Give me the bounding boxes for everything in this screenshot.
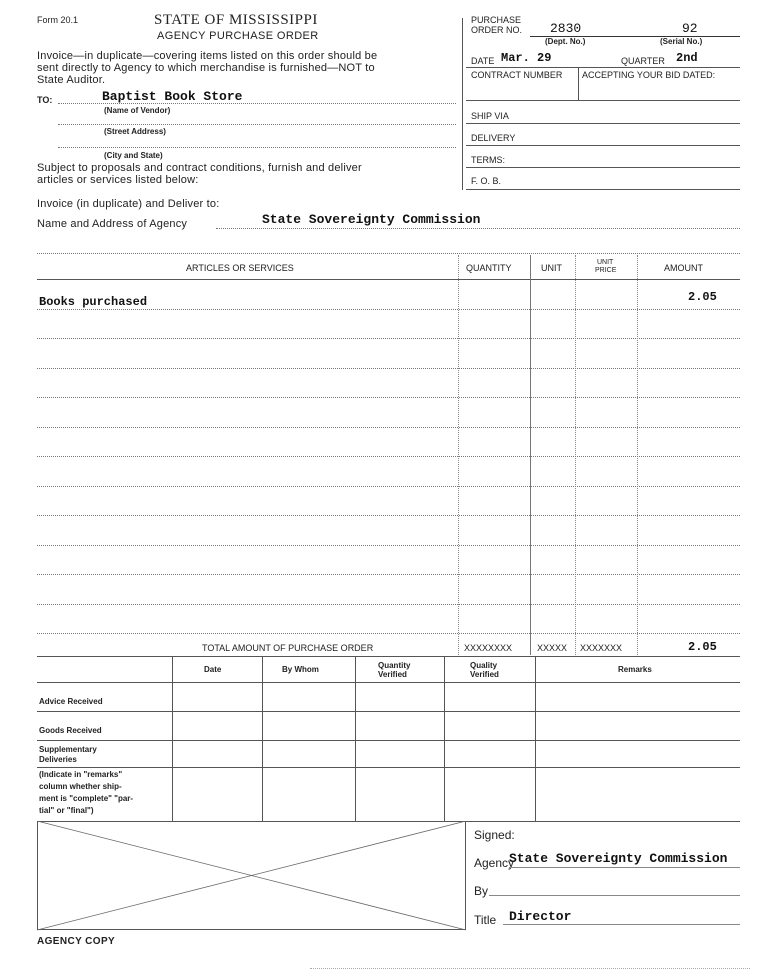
quarter-label: QUARTER [621,56,665,66]
recv-quality-verified-2: Verified [470,670,499,679]
vendor-name-caption: (Name of Vendor) [104,106,171,115]
deliver-agency-name: State Sovereignty Commission [262,212,481,227]
total-x-quantity: XXXXXXXX [464,643,513,653]
recv-quantity-verified-2: Verified [378,670,407,679]
total-x-price: XXXXXXX [580,643,623,653]
form-subtitle: AGENCY PURCHASE ORDER [157,30,319,42]
agency-label: Agency [474,856,515,870]
to-label: TO: [37,95,53,105]
dept-caption: (Dept. No.) [545,37,586,46]
dept-number: 2830 [550,21,582,36]
col-unit-price-header-2: PRICE [595,267,617,274]
contract-number-label: CONTRACT NUMBER [471,70,563,80]
quarter-value: 2nd [676,51,698,65]
instructions-line-3: State Auditor. [37,74,106,86]
date-value: Mar. 29 [501,51,552,65]
by-label: By [474,884,489,898]
subject-line-2: articles or services listed below: [37,174,199,186]
agency-copy-label: AGENCY COPY [37,936,116,947]
form-number: Form 20.1 [37,15,79,25]
indicate-note-2: column whether ship- [39,782,122,791]
recv-quantity-verified-1: Quantity [378,661,411,670]
item-amount: 2.05 [688,290,717,304]
indicate-note-3: ment is "complete" "par- [39,794,134,803]
recv-quality-verified-1: Quality [470,661,498,670]
supplementary-label-2: Deliveries [39,755,77,764]
total-x-unit: XXXXX [537,643,568,653]
indicate-note-4: tial" or "final") [39,806,94,815]
supplementary-label-1: Supplementary [39,745,97,754]
accepting-bid-label: ACCEPTING YOUR BID DATED: [582,70,716,80]
invoice-deliver-label: Invoice (in duplicate) and Deliver to: [37,198,220,210]
item-description: Books purchased [39,295,148,309]
form-title: STATE OF MISSISSIPPI [154,12,318,28]
total-amount: 2.05 [688,640,717,654]
col-amount-header: AMOUNT [664,263,703,273]
indicate-note-1: (Indicate in "remarks" [39,770,123,779]
title-value: Director [509,909,572,924]
col-articles-header: ARTICLES OR SERVICES [186,263,294,273]
goods-received-label: Goods Received [39,726,102,735]
crossed-out-box [37,821,467,931]
serial-number: 92 [682,21,698,36]
recv-by-whom-header: By Whom [282,665,319,674]
serial-caption: (Serial No.) [660,37,703,46]
vendor-name: Baptist Book Store [102,89,243,104]
street-address-caption: (Street Address) [104,127,166,136]
date-label: DATE [471,56,495,66]
instructions-line-2: sent directly to Agency to which merchandise is furnished—NOT to [37,62,375,74]
fob-label: F. O. B. [471,176,502,186]
advice-received-label: Advice Received [39,697,103,706]
purchase-order-label-1: PURCHASE [471,15,522,25]
signed-agency-name: State Sovereignty Commission [509,851,728,866]
signed-label: Signed: [474,828,515,842]
subject-line-1: Subject to proposals and contract conditions, furnish and deliver [37,162,362,174]
delivery-label: DELIVERY [471,133,516,143]
agency-address-label: Name and Address of Agency [37,218,188,230]
city-state-caption: (City and State) [104,151,163,160]
instructions-line-1: Invoice—in duplicate—covering items listed on this order should be [37,50,378,62]
col-quantity-header: QUANTITY [466,263,512,273]
recv-date-header: Date [204,665,222,674]
recv-remarks-header: Remarks [618,665,652,674]
terms-label: TERMS: [471,155,506,165]
title-label: Title [474,913,497,927]
total-label: TOTAL AMOUNT OF PURCHASE ORDER [202,643,374,653]
col-unit-header: UNIT [541,263,562,273]
ship-via-label: SHIP VIA [471,111,509,121]
purchase-order-label-2: ORDER NO. [471,25,523,35]
col-unit-price-header-1: UNIT [597,259,614,266]
